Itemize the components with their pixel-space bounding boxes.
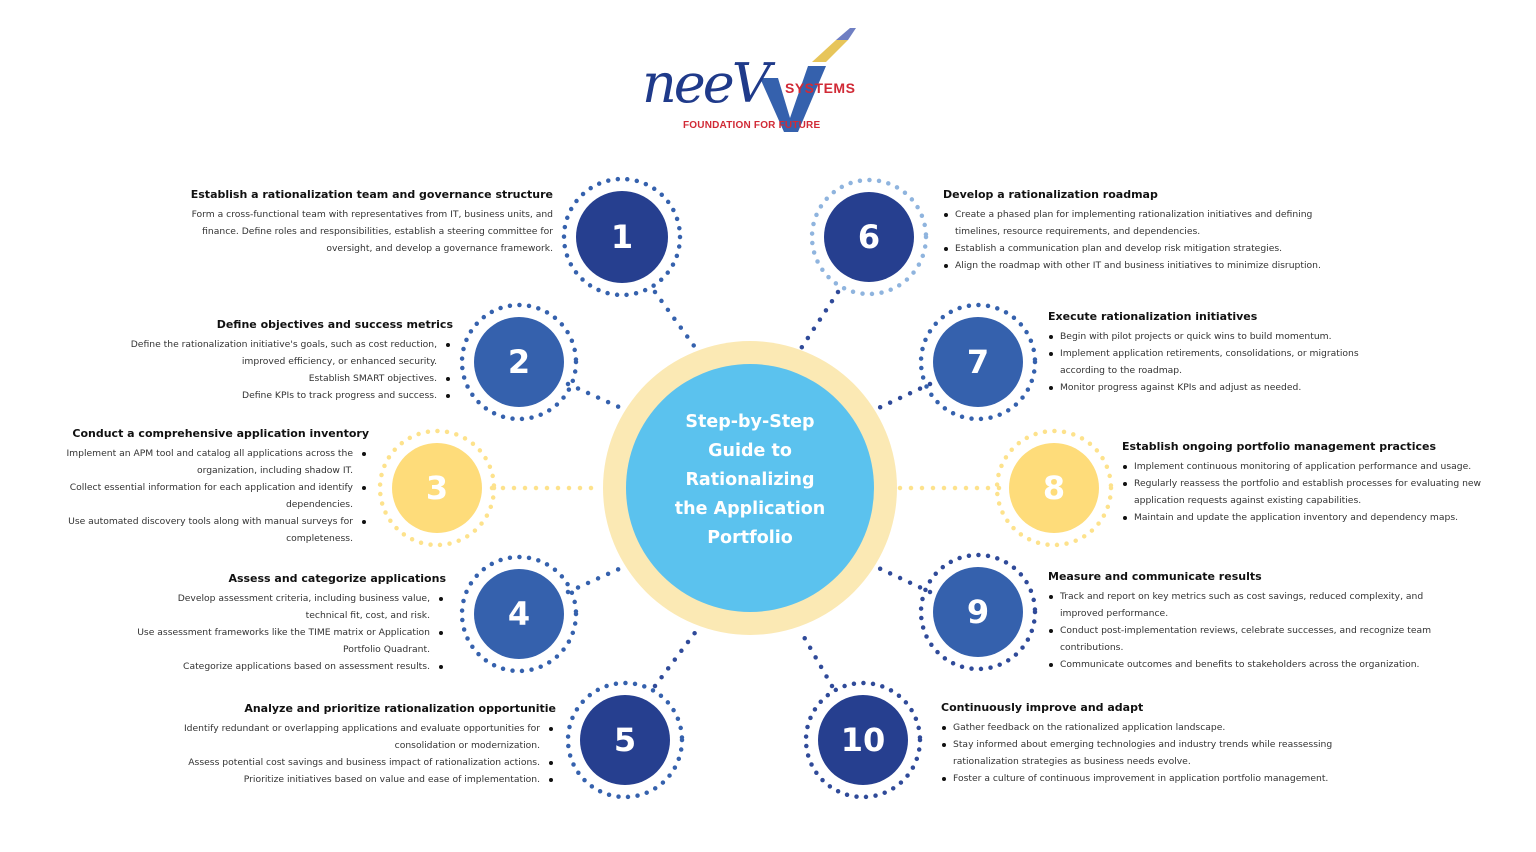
step-10-bullet: Gather feedback on the rationalized application landscape.: [941, 719, 1381, 736]
logo-brand: neeV: [642, 52, 768, 115]
step-10-block: [941, 701, 1381, 787]
step-3-title: Conduct a comprehensive application inventory: [72, 427, 369, 440]
step-1-text-line: oversight, and develop a governance framework.: [326, 243, 553, 254]
step-1-title: Establish a rationalization team and governance structure: [190, 188, 553, 201]
step-5-bullet: Assess potential cost savings and business impact of rationalization actions.: [126, 754, 556, 771]
step-3-bullet: Collect essential information for each application and identify dependencies.: [9, 479, 369, 513]
step-9-bullet: Communicate outcomes and benefits to stakeholders across the organization.: [1048, 656, 1488, 673]
step-8-bullet: Implement continuous monitoring of application performance and usage.: [1122, 458, 1532, 475]
step-6-title: Develop a rationalization roadmap: [943, 188, 1158, 201]
step-9-bullet: Conduct post-implementation reviews, celebrate successes, and recognize team contributions.: [1048, 622, 1488, 656]
step-2-number: 2: [507, 343, 531, 381]
step-8-number: 8: [1042, 469, 1066, 507]
step-10-bullet: Foster a culture of continuous improvement in application portfolio management.: [941, 770, 1381, 787]
step-2-bullet: Define the rationalization initiative's goals, such as cost reduction, improved efficiency, or enhanced security.: [73, 336, 453, 370]
step-4-title: Assess and categorize applications: [228, 572, 446, 585]
center-title: [640, 408, 860, 553]
center-title-line: Step-by-Step: [685, 412, 815, 432]
step-10-bullet: Stay informed about emerging technologies and industry trends while reassessing rationalization strategies as business needs evolve.: [941, 736, 1381, 770]
step-8-bullet: Regularly reassess the portfolio and establish processes for evaluating new application requests against existing capabilities.: [1122, 475, 1532, 509]
step-7-number: 7: [966, 343, 990, 381]
step-9-title: Measure and communicate results: [1048, 570, 1262, 583]
step-10-title: Continuously improve and adapt: [941, 701, 1144, 714]
step-7-block: [1048, 310, 1428, 396]
step-3-block: [9, 427, 369, 547]
step-2-title: Define objectives and success metrics: [216, 318, 453, 331]
center-title-line: the Application: [674, 499, 826, 519]
logo-systems-text: SYSTEMS: [785, 80, 856, 96]
center-title-line: Rationalizing: [685, 470, 815, 490]
step-3-bullet: Use automated discovery tools along with manual surveys for completeness.: [9, 513, 369, 547]
step-5-title: Analyze and prioritize rationalization opportunitie: [244, 702, 556, 715]
step-6-bullet: Establish a communication plan and develop risk mitigation strategies.: [943, 240, 1383, 257]
step-1-number: 1: [610, 218, 634, 256]
step-5-bullet: Identify redundant or overlapping applications and evaluate opportunities for consolidation or modernization.: [126, 720, 556, 754]
step-9-number: 9: [966, 593, 990, 631]
step-4-bullet: Develop assessment criteria, including business value, technical fit, cost, and risk.: [106, 590, 446, 624]
step-1-text-line: Form a cross-functional team with representatives from IT, business units, and: [191, 209, 553, 220]
step-3-bullet: Implement an APM tool and catalog all applications across the organization, including shadow IT.: [9, 445, 369, 479]
center-title-line: Guide to: [708, 441, 792, 461]
step-10-number: 10: [840, 721, 886, 759]
step-8-title: Establish ongoing portfolio management practices: [1122, 440, 1436, 453]
step-5-number: 5: [613, 721, 637, 759]
step-2-bullet: Define KPIs to track progress and success.: [73, 387, 453, 404]
step-2-bullet: Establish SMART objectives.: [73, 370, 453, 387]
center-title-line: Portfolio: [707, 528, 793, 548]
logo: [640, 52, 900, 138]
step-8-block: [1122, 440, 1532, 526]
step-7-bullet: Begin with pilot projects or quick wins to build momentum.: [1048, 328, 1428, 345]
step-9-block: [1048, 570, 1488, 673]
step-4-block: [106, 572, 446, 675]
step-9-bullet: Track and report on key metrics such as cost savings, reduced complexity, and improved performance.: [1048, 588, 1488, 622]
step-1-block: [133, 188, 553, 257]
step-6-bullet: Align the roadmap with other IT and business initiatives to minimize disruption.: [943, 257, 1383, 274]
step-1-text-line: finance. Define roles and responsibilities, establish a steering committee for: [202, 226, 553, 237]
step-8-bullet: Maintain and update the application inventory and dependency maps.: [1122, 509, 1532, 526]
step-5-bullet: Prioritize initiatives based on value and ease of implementation.: [126, 771, 556, 788]
step-6-number: 6: [857, 218, 881, 256]
step-5-block: [126, 702, 556, 788]
step-7-title: Execute rationalization initiatives: [1048, 310, 1258, 323]
step-3-number: 3: [425, 469, 449, 507]
step-2-block: [73, 318, 453, 404]
step-6-block: [943, 188, 1383, 274]
step-4-bullet: Categorize applications based on assessment results.: [106, 658, 446, 675]
logo-tagline: FOUNDATION FOR FUTURE: [683, 120, 821, 131]
step-7-bullet: Monitor progress against KPIs and adjust as needed.: [1048, 379, 1428, 396]
step-6-bullet: Create a phased plan for implementing rationalization initiatives and defining timelines, resource requirements, and dependencies.: [943, 206, 1383, 240]
step-4-number: 4: [507, 595, 531, 633]
step-7-bullet: Implement application retirements, consolidations, or migrations according to the roadmap.: [1048, 345, 1428, 379]
step-4-bullet: Use assessment frameworks like the TIME matrix or Application Portfolio Quadrant.: [106, 624, 446, 658]
